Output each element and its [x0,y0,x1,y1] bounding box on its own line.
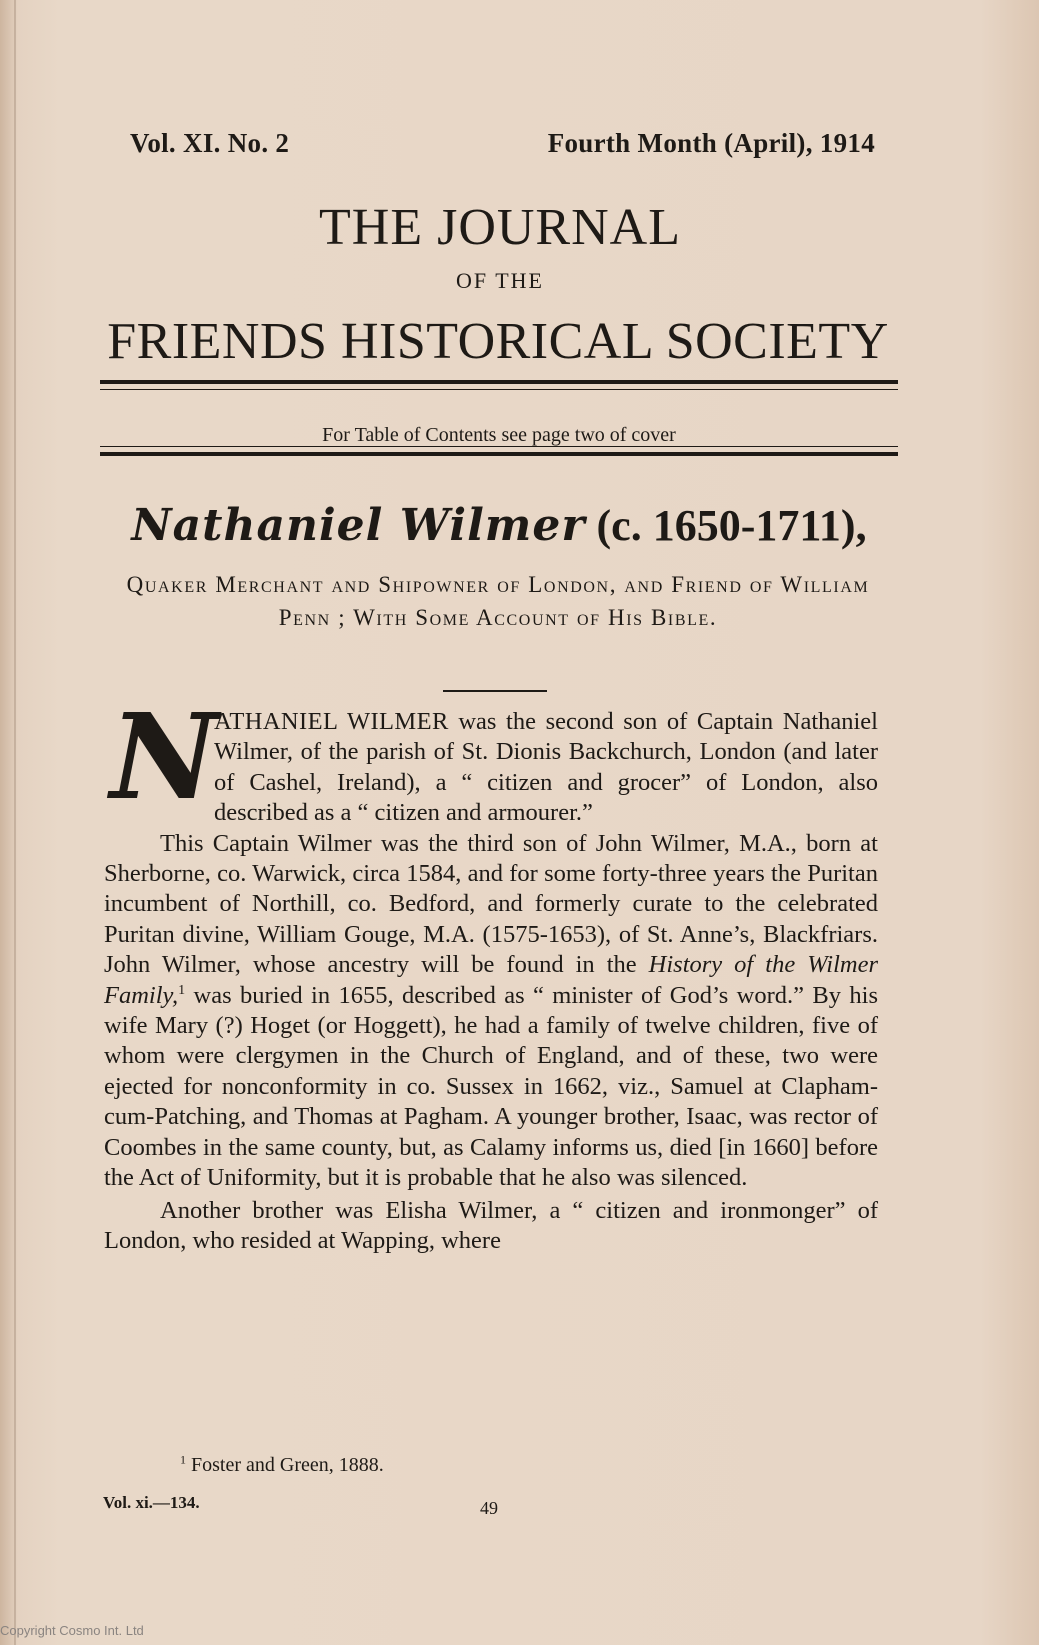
paragraph-2-text-a: This Captain Wilmer was the third son of John Wilmer, M.A., born at Sherborne, co. Warwick, circa 1584, and for some forty-three years the Puritan incumbent of Northill, co. Bedford, and formerly curate to the celebrated Puritan divine, William Gouge, M.A. (1575-1653), of St. Anne’s, Blackfriars. John Wilmer, whose ancestry will be found in the [104,829,878,979]
footnote [180,1454,780,1477]
table-of-contents-note: For Table of Contents see page two of cover [322,424,676,446]
paragraph-2-text-b: was buried in 1655, described as “ minister of God’s word.” By his wife Mary (?) Hoget (or Hoggett), he had a family of twelve children, five of whom were clergymen in the Church of England, and of these, two were ejected for nonconformity in co. Sussex in 1662, viz., Samuel at Clapham-cum-Patching, and Thomas at Pagham. A younger brother, Isaac, was rector of Coombes in the same county, but, as Calamy informs us, died [in 1660] before the Act of Uniformity, but it is probable that he also was silenced. [104,981,878,1192]
volume-reference: Vol. xi.—134. [103,1493,200,1512]
copyright-watermark: Copyright Cosmo Int. Ltd [0,1623,144,1638]
footnote-reference: 1 [178,982,186,998]
paragraph-1 [104,687,878,829]
issue-header [130,128,875,159]
drop-cap: N [110,687,218,826]
article-subtitle: Quaker Merchant and Shipowner of London, and Friend of William Penn ; With Some Account of His Bible. [126,572,870,630]
footnote-mark: 1 [180,1452,186,1467]
article-title-name: Nathaniel Wilmer [131,500,586,551]
article-body [104,687,878,1256]
issue-date: Fourth Month (April), 1914 [547,128,875,158]
masthead-rule-thick [100,380,898,384]
contents-rule-thin [100,446,898,447]
title-divider [443,690,547,692]
masthead-connector: OF THE [456,268,544,293]
contents-rule-thick [100,452,898,456]
page-number: 49 [480,1498,498,1518]
paragraph-1-text: was the second son of Captain Nathaniel Wilmer, of the parish of St. Dionis Backchurch, London (and later of Cashel, Ireland), a “ citizen and grocer” of London, also described as a “ citizen and armourer.” [214,708,878,827]
masthead-title: THE JOURNAL [319,199,681,256]
paragraph-2 [104,829,878,1194]
masthead-society: FRIENDS HISTORICAL SOCIETY [107,313,889,370]
article-title [100,500,898,551]
book-title: History of the Wilmer Family, [104,951,878,1009]
masthead-rule-thin [100,389,898,390]
volume-number: Vol. XI. No. 2 [130,128,290,158]
article-title-dates: (c. 1650-1711), [585,501,867,550]
footnote-text: Foster and Green, 1888. [186,1454,384,1476]
paragraph-1-lead: ATHANIEL WILMER [214,708,449,735]
paragraph-3: Another brother was Elisha Wilmer, a “ citizen and ironmonger” of London, who resided at Wapping, where [104,1196,878,1254]
